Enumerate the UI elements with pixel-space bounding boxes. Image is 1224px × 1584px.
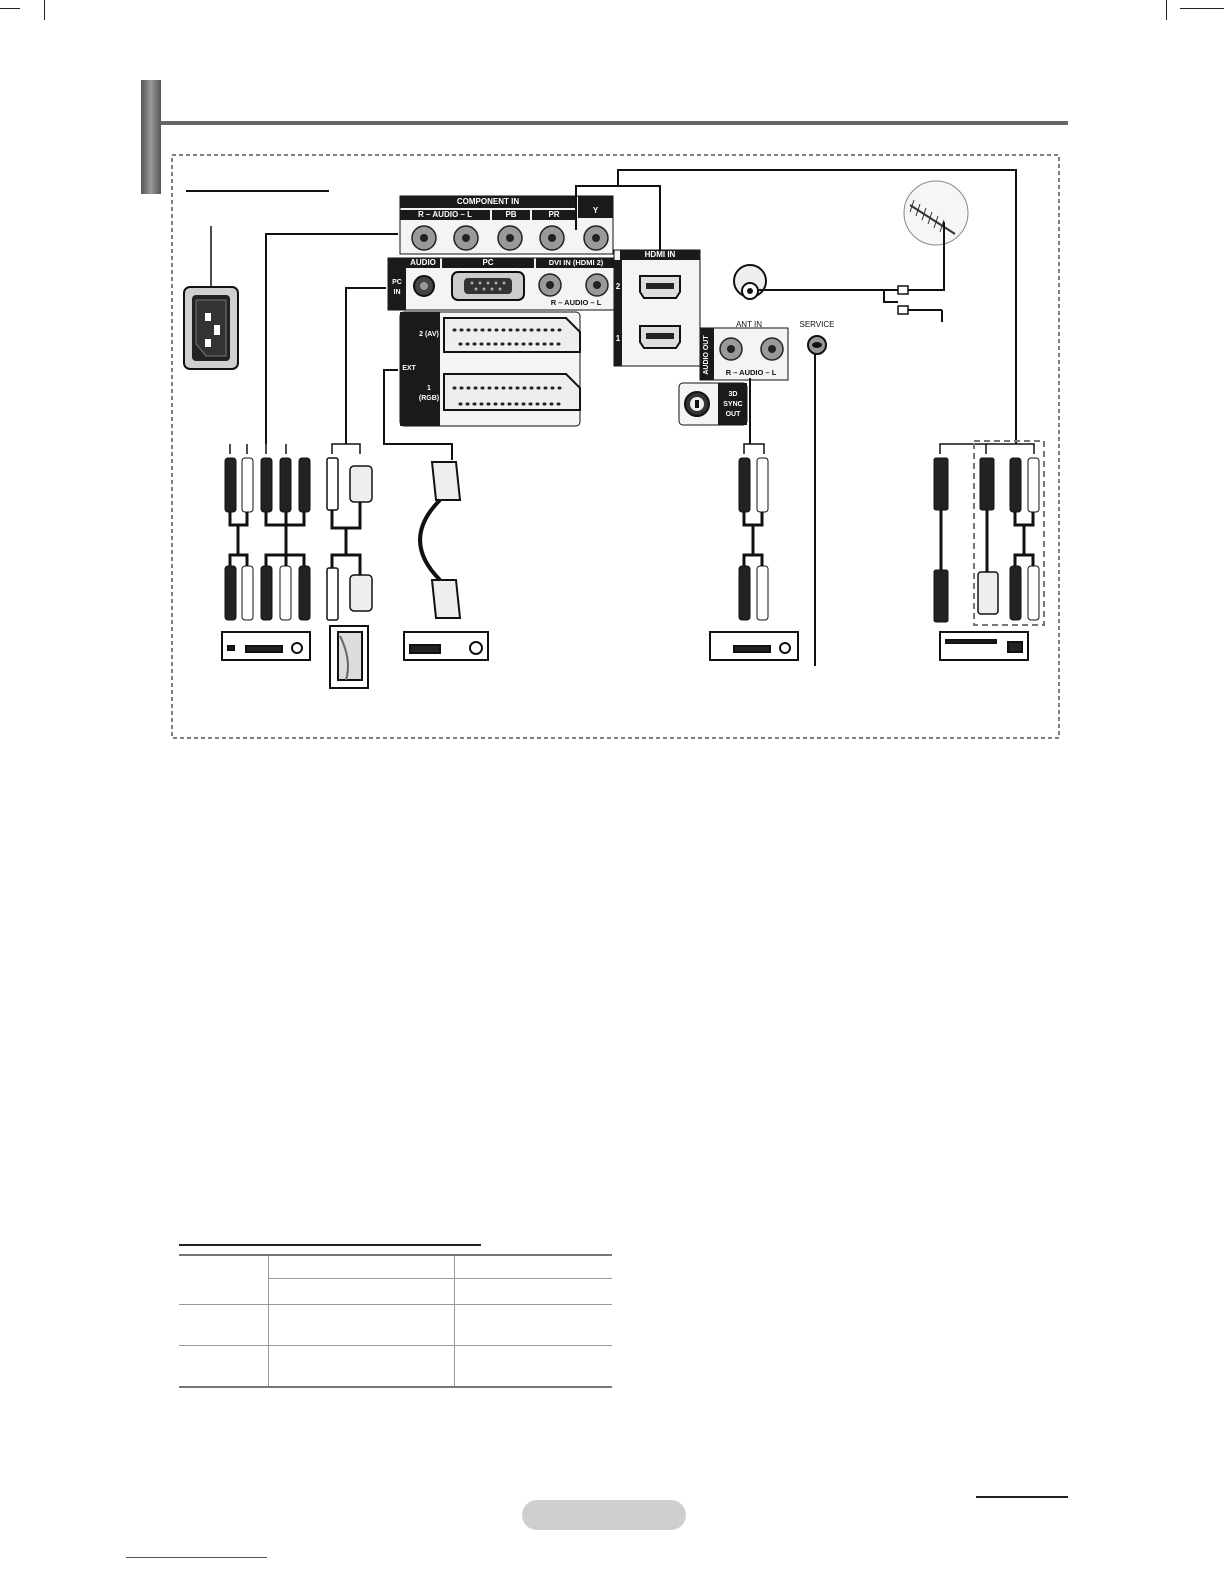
connection-diagram (0, 0, 1224, 760)
dvi-audio-dash: – AUDIO – (558, 298, 595, 307)
y-label: Y (592, 206, 599, 215)
audio-l-mark: L (467, 210, 472, 219)
ext-2-label: 2 (AV) (419, 331, 439, 338)
pc-tower-icon (330, 626, 368, 688)
service-label: SERVICE (799, 320, 835, 329)
table-row-rule-1 (269, 1278, 612, 1279)
hdmi-1-label: 1 (615, 334, 621, 343)
table-bottom-rule (179, 1386, 612, 1388)
hdmi-block (614, 250, 700, 366)
dvi-audio-label (536, 298, 616, 308)
service-port-icon (808, 336, 826, 354)
table-row-rule-2 (179, 1304, 612, 1305)
set-top-box-icon (940, 632, 1028, 660)
page-number-pill (522, 1500, 686, 1530)
pc-cable-group (327, 458, 372, 620)
dvi-in-label: DVI IN (HDMI 2) (548, 258, 604, 267)
audio-out-dash: – AUDIO – (733, 368, 770, 377)
table-top-rule (179, 1254, 612, 1256)
dvd-player-icon (222, 632, 310, 660)
audio-out-r-mark: R (725, 368, 732, 377)
footer-left-rule (126, 1557, 267, 1558)
vcr-icon (404, 632, 488, 660)
audio-out-l-mark: L (771, 368, 777, 377)
aerial-icon (904, 181, 968, 322)
dvi-l-mark: L (596, 298, 602, 307)
ant-in-label: ANT IN (735, 320, 763, 329)
pr-label: PR (548, 210, 560, 219)
audio-r-mark: R (418, 210, 424, 219)
table-col-rule-2 (454, 1256, 455, 1386)
ext-1-label: 1 (RGB) (418, 385, 440, 402)
audio-system-icon (710, 632, 798, 660)
power-socket-icon (184, 287, 238, 369)
component-in-label: COMPONENT IN (456, 197, 520, 206)
pc-label: PC (482, 258, 494, 267)
footer-right-rule (976, 1496, 1068, 1498)
ext-label: EXT (402, 365, 416, 372)
audio-out-cable (739, 458, 768, 620)
table-title-underline (179, 1244, 481, 1246)
pb-label: PB (505, 210, 517, 219)
audio-dash-label: – AUDIO – (426, 210, 465, 219)
table-row-rule-3 (179, 1345, 612, 1346)
dvi-r-mark: R (550, 298, 557, 307)
hdmi-cable-group (934, 458, 1039, 622)
sync-out-label: 3D SYNC OUT (723, 391, 743, 418)
scart-cable (420, 462, 460, 618)
audio-label: AUDIO (410, 258, 436, 267)
hdmi-in-label: HDMI IN (644, 250, 676, 259)
hdmi-2-label: 2 (615, 282, 621, 291)
component-audio-label (400, 210, 490, 220)
pc-in-label: PC IN (392, 279, 402, 296)
table-col-rule-1 (268, 1256, 269, 1386)
audio-out-label: AUDIO OUT (703, 335, 710, 375)
audio-out-rl-label (714, 368, 788, 378)
ant-in-coax-icon (734, 265, 766, 299)
